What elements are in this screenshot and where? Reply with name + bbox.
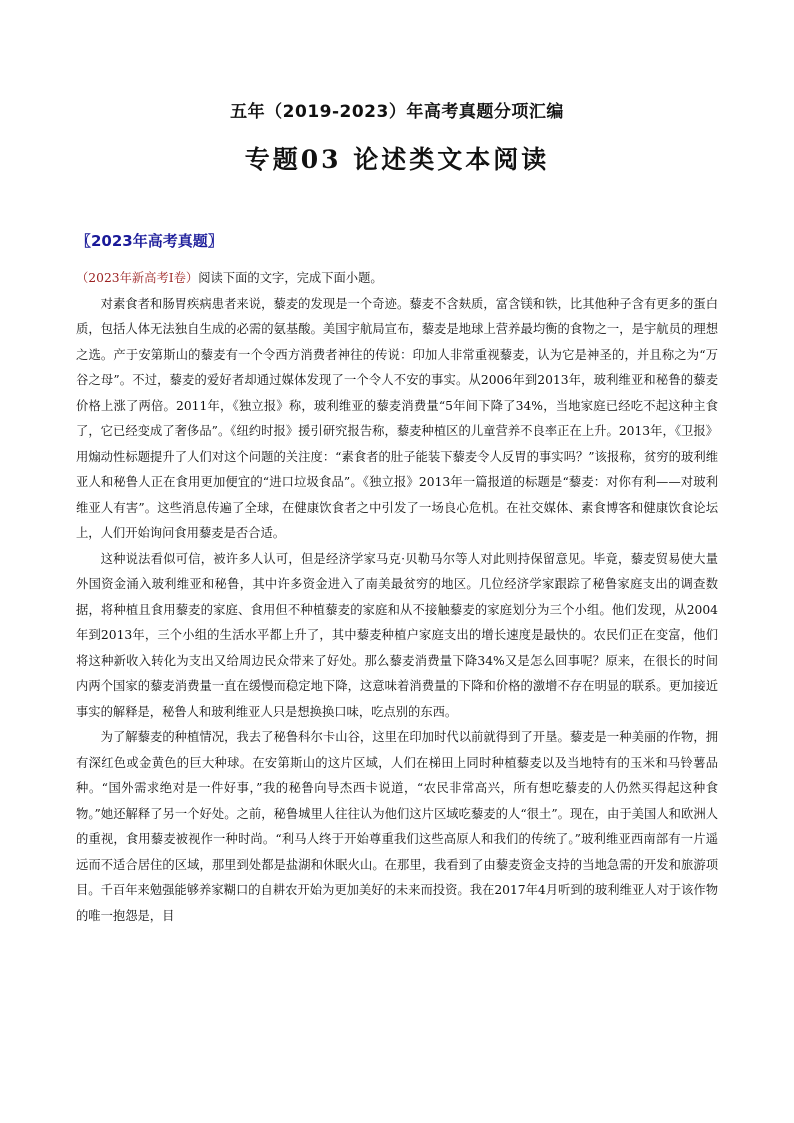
- paragraph-3: 为了解藜麦的种植情况，我去了秘鲁科尔卡山谷，这里在印加时代以前就得到了开垦。藜麦是一种美丽的作物，拥有深红色或金黄色的巨大种球。在安第斯山的这片区域，人们在梯田上同时种植藜麦以及当地特有的玉米和马铃薯品种。“国外需求绝对是一件好事，”我的秘鲁向导杰西卡说道，“农民非常高兴，所有想吃藜麦的人仍然买得起这种食物。”她还解释了另一个好处。之前，秘鲁城里人往往认为他们这片区域吃藜麦的人“很土”。现在，由于美国人和欧洲人的重视，食用藜麦被视作一种时尚。“利马人终于开始尊重我们这些高原人和我们的传统了。”玻利维亚西南部有一片遥远而不适合居住的区域，那里到处都是盐湖和休眠火山。在那里，我看到了由藜麦资金支持的当地急需的开发和旅游项目。千百年来勉强能够养家糊口的自耕农开始为更加美好的未来而投资。我在2017年4月听到的玻利维亚人对于该作物的唯一抱怨是，目: [76, 730, 718, 923]
- page-title: 五年（2019-2023）年高考真题分项汇编: [230, 102, 564, 122]
- question-source: （2023年新高考Ⅰ卷）: [76, 271, 199, 285]
- topic-title: 专题03 论述类文本阅读: [244, 145, 550, 174]
- article-body: [76, 266, 718, 929]
- question-intro: [76, 266, 718, 292]
- paragraph-2: 这种说法看似可信，被许多人认可，但是经济学家马克·贝勒马尔等人对此则持保留意见。毕竟，藜麦贸易使大量外国资金涌入玻利维亚和秘鲁，其中许多资金进入了南美最贫穷的地区。几位经济学家跟踪了秘鲁家庭支出的调查数据，将种植且食用藜麦的家庭、食用但不种植藜麦的家庭和从不接触藜麦的家庭划分为三个小组。他们发现，从2004年到2013年，三个小组的生活水平都上升了，其中藜麦种植户家庭支出的增长速度是最快的。农民们正在变富，他们将这种新收入转化为支出又给周边民众带来了好处。那么藜麦消费量下降34%又是怎么回事呢？原来，在很长的时间内两个国家的藜麦消费量一直在缓慢而稳定地下降，这意味着消费量的下降和价格的激增不存在明显的联系。更加接近事实的解释是，秘鲁人和玻利维亚人只是想换换口味，吃点别的东西。: [76, 551, 718, 719]
- section-heading: 〖2023年高考真题〗: [76, 232, 223, 250]
- paragraph-1: 对素食者和肠胃疾病患者来说，藜麦的发现是一个奇迹。藜麦不含麸质，富含镁和铁，比其他种子含有更多的蛋白质，包括人体无法独自生成的必需的氨基酸。美国宇航局宣布，藜麦是地球上营养最均衡的食物之一，是宇航员的理想之选。产于安第斯山的藜麦有一个令西方消费者神往的传说：印加人非常重视藜麦，认为它是神圣的，并且称之为“万谷之母”。不过，藜麦的爱好者却通过媒体发现了一个令人不安的事实。从2006年到2013年，玻利维亚和秘鲁的藜麦价格上涨了两倍。2011年，《独立报》称，玻利维亚的藜麦消费量“5年间下降了34%，当地家庭已经吃不起这种主食了，它已经变成了奢侈品”。《纽约时报》援引研究报告称，藜麦种植区的儿童营养不良率正在上升。2013年，《卫报》用煽动性标题提升了人们对这个问题的关注度：“素食者的肚子能装下藜麦令人反胃的事实吗？”该报称，贫穷的玻利维亚人和秘鲁人正在食用更加便宜的“进口垃圾食品”。《独立报》2013年一篇报道的标题是“藜麦：对你有利——对玻利维亚人有害”。这些消息传遍了全球，在健康饮食者之中引发了一场良心危机。在社交媒体、素食博客和健康饮食论坛上，人们开始询问食用藜麦是否合适。: [76, 296, 718, 540]
- question-instruction: 阅读下面的文字，完成下面小题。: [198, 271, 383, 285]
